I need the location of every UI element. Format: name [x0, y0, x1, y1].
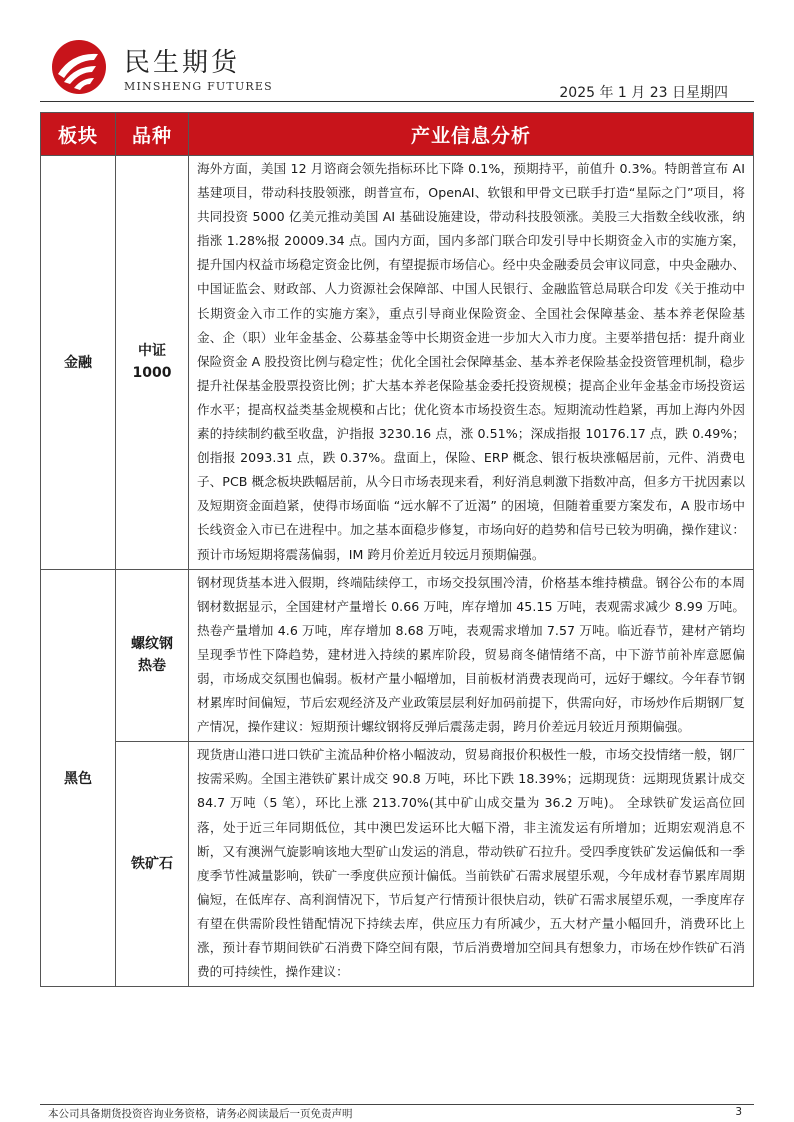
product-name: 铁矿石	[131, 856, 173, 873]
column-header-product: 品种	[116, 113, 189, 156]
product-name: 热卷	[138, 658, 166, 675]
page-number: 3	[735, 1106, 742, 1118]
brand-name-en: MINSHENG FUTURES	[124, 80, 273, 93]
brand-name-cn: 民生期货	[124, 48, 241, 78]
table-header-row	[41, 113, 754, 156]
table-row	[41, 156, 754, 570]
page-header	[40, 30, 754, 100]
product-name: 1000	[132, 365, 172, 382]
product-cell	[116, 569, 189, 742]
table-row	[41, 742, 754, 987]
analysis-text: 海外方面，美国 12 月谘商会领先指标环比下降 0.1%，预期持平，前值升 0.3%。特朗普宣布 AI 基建项目，带动科技股领涨，朗普宣布，OpenAI、软银和甲骨文已联手打造“星际之门”项目，将共同投资 5000 亿美元推动美国 AI 基础设施建设，带动科技股领涨。美股三大指数全线收涨，纳指涨 1.28%报 20009.34 点。国内方面，国内多部门联合印发引导中长期资金入市的实施方案，提升国内权益市场稳定资金比例，有望提振市场信心。经中央金融委员会审议同意，中央金融办、中国证监会、财政部、人力资源社会保障部、中国人民银行、金融监管总局联合印发《关于推动中长期资金入市工作的实施方案》，重点引导商业保险资金、全国社会保障基金、基本养老保险基金、企（职）业年金基金、公募基金等中长期资金进一步加大入市力度。主要举措包括：提升商业保险资金 A 股投资比例与稳定性；优化全国社会保障基金、基本养老保险基金投资管理机制，稳步提升社保基金股票投资比例；扩大基本养老保险基金委托投资规模；提高企业年金基金市场投资运作水平；提高权益类基金规模和占比；优化资本市场投资生态。短期流动性趋紧，再加上海内外因素的持续制约截至收盘，沪指报 3230.16 点，涨 0.51%；深成指报 10176.17 点，跌 0.49%；创指报 2093.31 点，跌 0.37%。盘面上，保险、ERP 概念、银行板块涨幅居前，元件、消费电子、PCB 概念板块跌幅居前，从今日市场表现来看，利好消息刺激下指数冲高，但多方干扰因素以及短期资金面趋紧，使得市场面临 “远水解不了近渴” 的困境，但随着重要方案发布，A 股市场中长线资金入市已在进程中。加之基本面稳步修复，市场向好的趋势和信号已较为明确，操作建议：预计市场短期将震荡偏弱，IM 跨月价差近月较远月预期偏强。	[189, 156, 754, 570]
column-header-analysis: 产业信息分析	[189, 113, 754, 156]
report-date: 2025 年 1 月 23 日星期四	[559, 85, 728, 101]
sector-cell: 黑色	[41, 569, 116, 987]
sector-cell: 金融	[41, 156, 116, 570]
analysis-table	[40, 112, 754, 987]
table-row	[41, 569, 754, 742]
footer-divider	[40, 1104, 754, 1105]
footer-disclaimer: 本公司具备期货投资咨询业务资格，请务必阅读最后一页免责声明	[48, 1108, 353, 1120]
product-name: 螺纹钢	[131, 636, 173, 653]
column-header-sector: 板块	[41, 113, 116, 156]
product-cell	[116, 156, 189, 570]
minsheng-logo-icon	[50, 38, 108, 96]
product-name: 中证	[138, 343, 166, 360]
product-cell	[116, 742, 189, 987]
analysis-text: 钢材现货基本进入假期，终端陆续停工，市场交投氛围冷清，价格基本维持横盘。钢谷公布的本周钢材数据显示，全国建材产量增长 0.66 万吨，库存增加 45.15 万吨，表观需求减少 8.99 万吨。热卷产量增加 4.6 万吨，库存增加 8.68 万吨，表观需求增加 7.57 万吨。临近春节，建材产销均呈现季节性下降趋势，建材进入持续的累库阶段，贸易商冬储情绪不高，中下游节前补库意愿偏弱，市场成交氛围也偏弱。板材产量小幅增加，目前板材消费表现尚可，远好于螺纹。今年春节钢材累库时间偏短，节后宏观经济及产业政策层层利好加码前提下，供需向好，市场炒作后期钢厂复产情况，操作建议：短期预计螺纹钢将反弹后震荡走弱，跨月价差远月较近月预期偏强。	[189, 569, 754, 742]
analysis-text: 现货唐山港口进口铁矿主流品种价格小幅波动，贸易商报价积极性一般，市场交投情绪一般，钢厂按需采购。全国主港铁矿累计成交 90.8 万吨，环比下跌 18.39%；远期现货：远期现货累计成交 84.7 万吨（5 笔），环比上涨 213.70%(其中矿山成交量为 36.2 万吨)。 全球铁矿发运高位回落，处于近三年同期低位，其中澳巴发运环比大幅下滑，非主流发运有所增加；近期宏观消息不断，又有澳洲气旋影响该地大型矿山发运的消息，带动铁矿石拉升。受四季度铁矿发运偏低和一季度季节性减量影响，铁矿一季度供应预计偏低。当前铁矿石需求展望乐观，今年成材春节累库周期偏短，在低库存、高利润情况下，节后复产行情预计很快启动，铁矿石需求展望乐观，一季度库存有望在供需阶段性错配情况下持续去库，供应压力有所减少，五大材产量小幅回升，消费环比上涨，预计春节期间铁矿石消费下降空间有限，节后消费增加空间具有想象力，市场在炒作铁矿石消费的可持续性，操作建议：	[189, 742, 754, 987]
header-divider	[40, 101, 754, 102]
